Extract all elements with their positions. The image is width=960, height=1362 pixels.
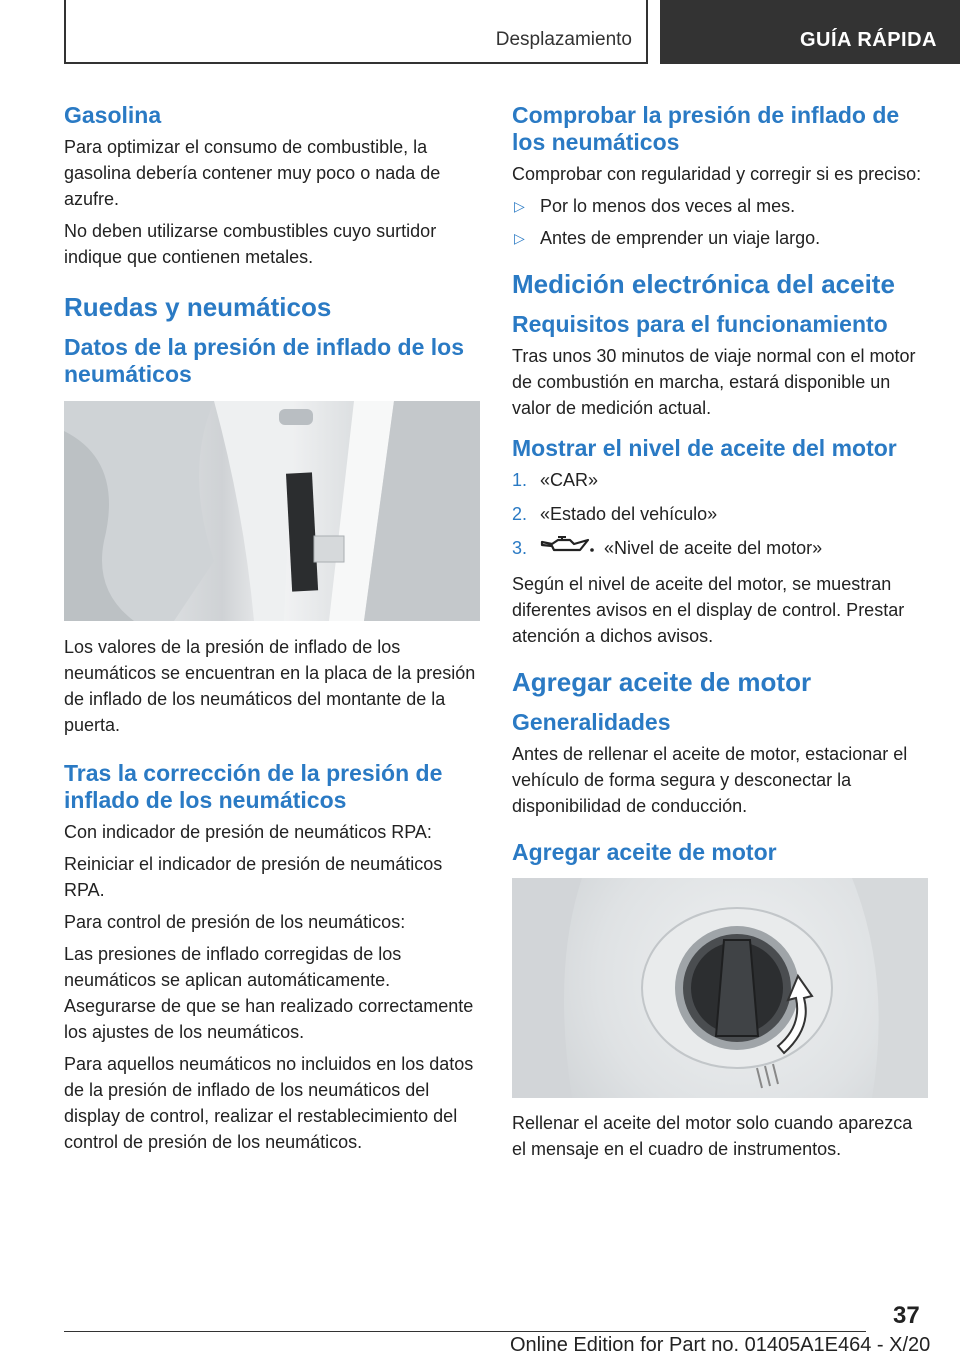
paragraph: Tras unos 30 minutos de viaje normal con el motor de combustión en marcha, estará disponible un valor de medición actual. [512, 346, 916, 418]
oil-filler-cap-photo [512, 878, 928, 1098]
heading-ruedas: Ruedas y neumáticos [64, 292, 332, 322]
left-column [64, 102, 478, 1161]
paragraph: Según el nivel de aceite del motor, se muestran diferentes avisos en el display de control. Prestar atención a dichos avisos. [512, 573, 905, 646]
right-column [512, 102, 928, 1168]
footer-edition: Online Edition for Part no. 01405A1E464 - X/20 [510, 1334, 931, 1356]
paragraph: Para control de presión de los neumáticos: [64, 912, 406, 932]
paragraph: Las presiones de inflado corregidas de los neumáticos se aplican automáticamente. Asegurarse de que se han realizado correctamente los ajustes de los neumáticos. [64, 944, 474, 1042]
step-item: 3. «Nivel de aceite del motor» [512, 535, 928, 563]
paragraph: Rellenar el aceite del motor solo cuando aparezca el mensaje en el cuadro de instrumentos. [512, 1112, 913, 1159]
paragraph: No deben utilizarse combustibles cuyo surtidor indique que contienen metales. [64, 221, 437, 267]
header-section-title: Desplazamiento [495, 29, 632, 50]
triangle-bullet-icon: ▷ [514, 198, 525, 214]
step-list [512, 467, 928, 563]
header-tab-label: GUÍA RÁPIDA [800, 29, 937, 51]
bullet-list [512, 193, 928, 251]
heading-generalidades: Generalidades [512, 708, 671, 735]
heading-tras-correccion: Tras la corrección de la presión de inflado de los neumáticos [64, 760, 443, 813]
heading-datos-presion: Datos de la presión de inflado de los neumáticos [64, 334, 465, 387]
heading-mostrar-nivel: Mostrar el nivel de aceite del motor [512, 435, 897, 461]
header-tab [660, 0, 960, 64]
oil-can-icon [540, 536, 596, 563]
header-section-box [64, 0, 648, 64]
paragraph: Reiniciar el indicador de presión de neumáticos RPA. [64, 854, 443, 900]
paragraph: Comprobar con regularidad y corregir si es preciso: [512, 164, 922, 184]
heading-agregar-aceite: Agregar aceite de motor [512, 666, 812, 697]
paragraph: Con indicador de presión de neumáticos RPA: [64, 822, 432, 842]
step-item: 2. «Estado del vehículo» [512, 504, 718, 524]
step-item: 1. «CAR» [512, 470, 599, 490]
triangle-bullet-icon: ▷ [514, 230, 525, 246]
heading-gasolina: Gasolina [64, 102, 162, 128]
heading-requisitos: Requisitos para el funcionamiento [512, 311, 888, 337]
heading-comprobar: Comprobar la presión de inflado de los neumáticos [512, 102, 900, 155]
heading-medicion: Medición electrónica del aceite [512, 269, 895, 299]
list-item: ▷ Antes de emprender un viaje largo. [512, 225, 928, 251]
heading-agregar-aceite-sub: Agregar aceite de motor [512, 838, 777, 865]
footer-divider [64, 1331, 866, 1332]
paragraph: Para aquellos neumáticos no incluidos en los datos de la presión de inflado de los neumáticos del display de control, realizar el restablecimiento del control de presión de los neumáticos. [64, 1054, 474, 1152]
paragraph: Para optimizar el consumo de combustible, la gasolina debería contener muy poco o nada de azufre. [64, 137, 441, 209]
paragraph: Los valores de la presión de inflado de los neumáticos se encuentran en la placa de la presión de inflado de los neumáticos del montante de la puerta. [64, 637, 476, 735]
page-number: 37 [893, 1302, 920, 1329]
door-pillar-photo [64, 401, 480, 621]
paragraph: Antes de rellenar el aceite de motor, estacionar el vehículo de forma segura y desconectar la disponibilidad de conducción. [512, 743, 908, 816]
list-item: ▷ Por lo menos dos veces al mes. [512, 193, 928, 219]
